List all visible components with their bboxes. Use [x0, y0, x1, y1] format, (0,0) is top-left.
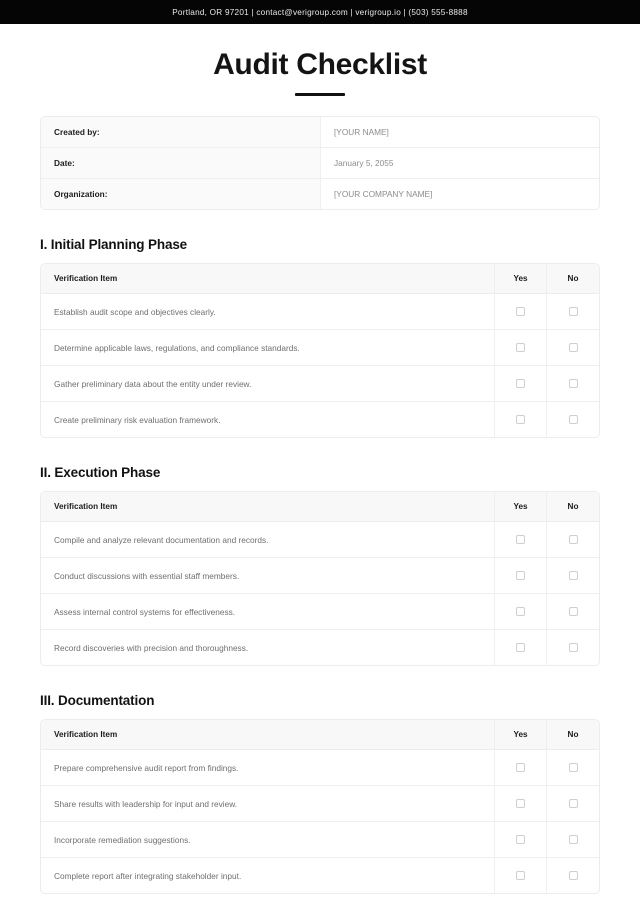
checkbox-yes-icon[interactable]: [516, 871, 525, 880]
column-header-no: No: [567, 502, 579, 511]
checklist-sections: [0, 237, 640, 894]
checkbox-cell-no[interactable]: [547, 330, 599, 365]
verification-item-text: Create preliminary risk evaluation framework.: [41, 402, 495, 437]
checkbox-cell-yes[interactable]: [495, 594, 547, 629]
column-header-yes: Yes: [495, 720, 547, 749]
info-row: [41, 117, 599, 148]
checkbox-cell-no[interactable]: [547, 402, 599, 437]
checkbox-cell-yes[interactable]: [495, 558, 547, 593]
verification-item-text: Prepare comprehensive audit report from findings.: [41, 750, 495, 785]
verification-item-text: Incorporate remediation suggestions.: [41, 822, 495, 857]
table-row: [41, 330, 599, 366]
checkbox-cell-no[interactable]: [547, 558, 599, 593]
checkbox-no-icon[interactable]: [569, 643, 578, 652]
info-row: [41, 179, 599, 209]
checkbox-no-icon[interactable]: [569, 799, 578, 808]
section-heading: III. Documentation: [40, 693, 155, 708]
checklist-section: [0, 465, 640, 666]
checkbox-no-icon[interactable]: [569, 607, 578, 616]
checkbox-no-icon[interactable]: [569, 415, 578, 424]
table-row: [41, 402, 599, 437]
checkbox-yes-icon[interactable]: [516, 607, 525, 616]
checkbox-cell-yes[interactable]: [495, 786, 547, 821]
checkbox-no-icon[interactable]: [569, 835, 578, 844]
column-header-no: No: [567, 730, 579, 739]
verification-item-text: Compile and analyze relevant documentation and records.: [41, 522, 495, 557]
checkbox-cell-yes[interactable]: [495, 630, 547, 665]
table-row: [41, 858, 599, 893]
section-heading: I. Initial Planning Phase: [40, 237, 188, 252]
checkbox-no-icon[interactable]: [569, 871, 578, 880]
checkbox-cell-no[interactable]: [547, 366, 599, 401]
verification-item-text: Assess internal control systems for effectiveness.: [41, 594, 495, 629]
checklist-section: [0, 693, 640, 894]
verification-item-text: Gather preliminary data about the entity under review.: [41, 366, 495, 401]
info-row-label: Organization:: [41, 179, 321, 209]
info-row-value[interactable]: January 5, 2055: [334, 158, 394, 168]
checkbox-cell-no[interactable]: [547, 786, 599, 821]
table-row: [41, 750, 599, 786]
table-row: [41, 558, 599, 594]
table-header-row: [41, 264, 599, 294]
column-header-item: Verification Item: [41, 492, 495, 521]
checkbox-cell-no[interactable]: [547, 858, 599, 893]
checkbox-yes-icon[interactable]: [516, 535, 525, 544]
checkbox-yes-icon[interactable]: [516, 763, 525, 772]
checkbox-no-icon[interactable]: [569, 343, 578, 352]
verification-item-text: Record discoveries with precision and thoroughness.: [41, 630, 495, 665]
verification-item-text: Share results with leadership for input and review.: [41, 786, 495, 821]
checkbox-yes-icon[interactable]: [516, 307, 525, 316]
checkbox-yes-icon[interactable]: [516, 643, 525, 652]
checkbox-cell-no[interactable]: [547, 594, 599, 629]
checkbox-cell-yes[interactable]: [495, 858, 547, 893]
title-block: [0, 24, 640, 96]
checkbox-yes-icon[interactable]: [516, 343, 525, 352]
checkbox-yes-icon[interactable]: [516, 415, 525, 424]
checkbox-cell-no[interactable]: [547, 750, 599, 785]
verification-item-text: Establish audit scope and objectives clearly.: [41, 294, 495, 329]
checkbox-yes-icon[interactable]: [516, 835, 525, 844]
checkbox-no-icon[interactable]: [569, 571, 578, 580]
table-row: [41, 594, 599, 630]
checkbox-cell-yes[interactable]: [495, 750, 547, 785]
verification-item-text: Determine applicable laws, regulations, and compliance standards.: [41, 330, 495, 365]
info-row-label: Date:: [41, 148, 321, 178]
checkbox-cell-yes[interactable]: [495, 294, 547, 329]
column-header-item: Verification Item: [41, 264, 495, 293]
checklist-section: [0, 237, 640, 438]
page-title: Audit Checklist: [213, 48, 427, 81]
checkbox-no-icon[interactable]: [569, 535, 578, 544]
contact-bar: [0, 0, 640, 24]
table-row: [41, 786, 599, 822]
table-row: [41, 366, 599, 402]
checklist-table: [40, 491, 600, 666]
checkbox-cell-no[interactable]: [547, 822, 599, 857]
contact-info-text: Portland, OR 97201 | contact@verigroup.com | verigroup.io | (503) 555-8888: [172, 7, 468, 17]
table-header-row: [41, 720, 599, 750]
table-row: [41, 294, 599, 330]
checkbox-yes-icon[interactable]: [516, 571, 525, 580]
checkbox-cell-yes[interactable]: [495, 822, 547, 857]
document-info-table: [40, 116, 600, 210]
checkbox-cell-no[interactable]: [547, 522, 599, 557]
checkbox-cell-yes[interactable]: [495, 330, 547, 365]
checkbox-yes-icon[interactable]: [516, 799, 525, 808]
column-header-yes: Yes: [495, 492, 547, 521]
table-header-row: [41, 492, 599, 522]
column-header-no: No: [567, 274, 579, 283]
title-divider: [295, 93, 345, 96]
checklist-table: [40, 719, 600, 894]
info-row: [41, 148, 599, 179]
checkbox-cell-no[interactable]: [547, 630, 599, 665]
info-row-label: Created by:: [41, 117, 321, 147]
section-heading: II. Execution Phase: [40, 465, 161, 480]
checkbox-cell-yes[interactable]: [495, 402, 547, 437]
info-row-value[interactable]: [YOUR NAME]: [334, 127, 389, 137]
checkbox-cell-yes[interactable]: [495, 366, 547, 401]
info-row-value[interactable]: [YOUR COMPANY NAME]: [334, 189, 433, 199]
checkbox-no-icon[interactable]: [569, 307, 578, 316]
checkbox-no-icon[interactable]: [569, 763, 578, 772]
checkbox-no-icon[interactable]: [569, 379, 578, 388]
verification-item-text: Complete report after integrating stakeholder input.: [41, 858, 495, 893]
table-row: [41, 822, 599, 858]
table-row: [41, 630, 599, 665]
table-row: [41, 522, 599, 558]
column-header-yes: Yes: [495, 264, 547, 293]
verification-item-text: Conduct discussions with essential staff members.: [41, 558, 495, 593]
column-header-item: Verification Item: [41, 720, 495, 749]
checkbox-cell-yes[interactable]: [495, 522, 547, 557]
checkbox-yes-icon[interactable]: [516, 379, 525, 388]
checkbox-cell-no[interactable]: [547, 294, 599, 329]
checklist-table: [40, 263, 600, 438]
